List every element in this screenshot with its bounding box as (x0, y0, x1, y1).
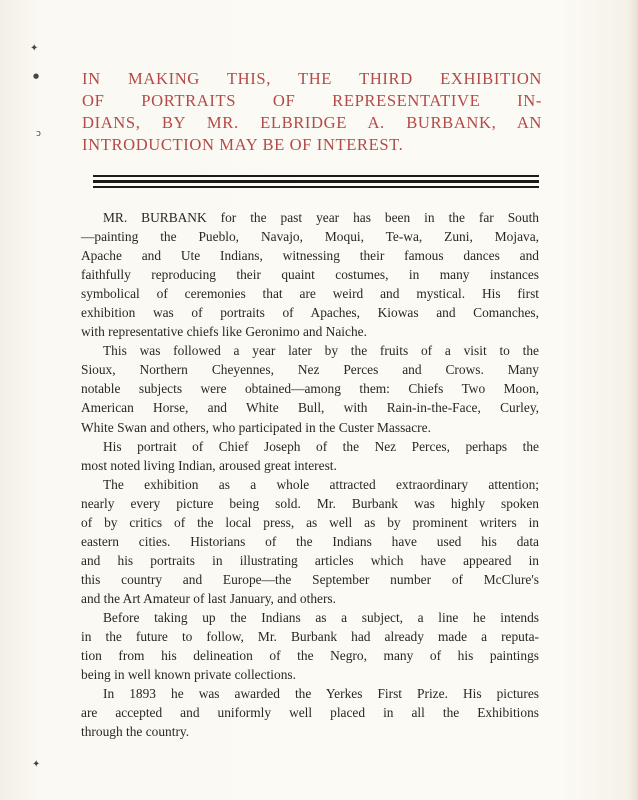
text-line: with representative chiefs like Geronimo and Naiche. (81, 324, 367, 340)
divider-rule (93, 180, 539, 183)
text-line: American Horse, and White Bull, with Rain-in-the-Face, Curley, (81, 400, 539, 416)
text-line: nearly every picture being sold. Mr. Burbank was highly spoken (81, 495, 539, 511)
text-line: tion from his delineation of the Negro, many of his paintings (81, 648, 539, 664)
text-line: being in well known private collections. (81, 667, 296, 683)
text-line: and the Art Amateur of last January, and others. (81, 590, 336, 606)
text-line: faithfully reproducing their quaint costumes, in many instances (81, 267, 539, 283)
text-line: White Swan and others, who participated in the Custer Massacre. (81, 419, 431, 435)
binding-mark-icon: ↄ (36, 129, 41, 139)
heading-line: OF PORTRAITS OF REPRESENTATIVE IN- (82, 91, 542, 110)
text-line: MR. BURBANK for the past year has been in the far South (103, 210, 539, 225)
text-line: of by critics of the local press, as well as by prominent writers in (81, 514, 539, 530)
text-line: —painting the Pueblo, Navajo, Moqui, Te-wa, Zuni, Mojava, (81, 229, 539, 245)
paragraph (81, 684, 539, 741)
heading-line: DIANS, BY MR. ELBRIDGE A. BURBANK, AN (82, 113, 542, 132)
binding-mark-icon: ✦ (32, 759, 41, 770)
text-line: Apache and Ute Indians, witnessing their famous dances and (81, 248, 539, 264)
text-line: eastern cities. Historians of the Indians have used his data (81, 533, 539, 549)
binding-dot-icon: ● (33, 72, 40, 80)
body-text (81, 208, 539, 741)
text-line: His portrait of Chief Joseph of the Nez Perces, perhaps the (103, 438, 539, 454)
text-line: Before taking up the Indians as a subject, a line he intends (103, 609, 539, 625)
binding-mark-icon: ✦ (30, 43, 39, 54)
paragraph (81, 341, 539, 436)
text-line: Sioux, Northern Cheyennes, Nez Perces and Crows. Many (81, 362, 539, 378)
paragraph (81, 437, 539, 475)
text-line: In 1893 he was awarded the Yerkes First Prize. His pictures (103, 686, 539, 702)
text-line: symbolical of ceremonies that are weird and mystical. His first (81, 286, 539, 302)
text-line: this country and Europe—the September number of McClure's (81, 571, 539, 587)
heading-line: IN MAKING THIS, THE THIRD EXHIBITION (82, 69, 542, 88)
text-line: most noted living Indian, aroused great interest. (81, 457, 337, 473)
text-line: and his portraits in illustrating articles which have appeared in (81, 552, 539, 568)
paragraph (81, 208, 539, 341)
text-line: through the country. (81, 724, 190, 740)
text-line: notable subjects were obtained—among them: Chiefs Two Moon, (81, 381, 539, 397)
divider-rule (93, 186, 539, 188)
text-line: This was followed a year later by the fruits of a visit to the (103, 343, 539, 359)
text-line: are accepted and uniformly well placed in all the Exhibitions (81, 705, 539, 721)
divider-rule (93, 175, 539, 177)
intro-heading (82, 68, 542, 156)
heading-line: INTRODUCTION MAY BE OF INTEREST. (82, 135, 404, 154)
paragraph (81, 475, 539, 608)
text-line: exhibition was of portraits of Apaches, Kiowas and Comanches, (81, 305, 539, 321)
text-line: in the future to follow, Mr. Burbank had already made a reputa- (81, 629, 539, 645)
text-line: The exhibition as a whole attracted extraordinary attention; (103, 476, 539, 492)
paragraph (81, 608, 539, 684)
page-edge-shadow (628, 0, 638, 800)
